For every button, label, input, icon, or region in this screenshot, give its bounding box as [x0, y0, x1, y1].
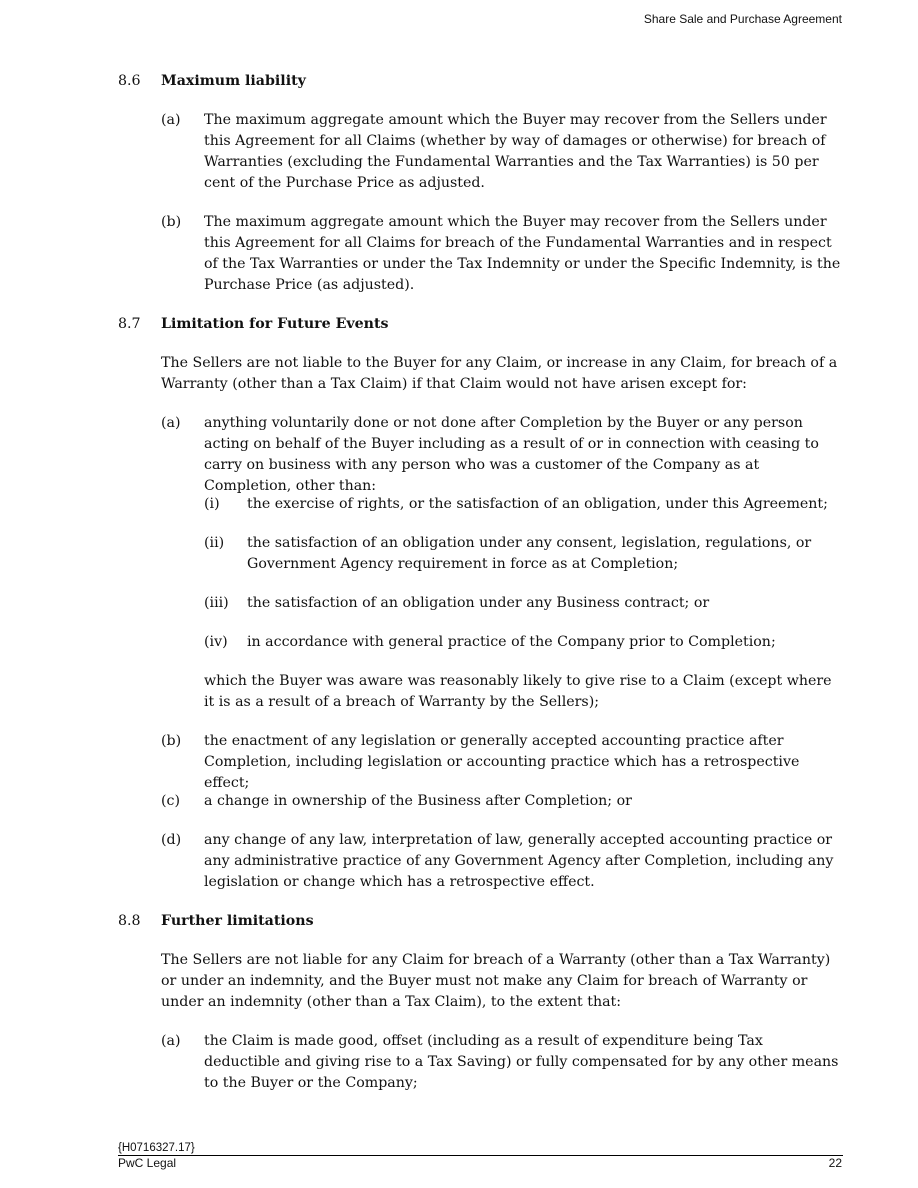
- firm-name: PwC Legal: [118, 1156, 177, 1170]
- subitem-text: the satisfaction of an obligation under any consent, legislation, regulations, or Government Agency requirement in force as at Completion;: [247, 535, 812, 572]
- item-text: any change of any law, interpretation of law, generally accepted accounting practice or any administrative practice of any Government Agency after Completion, including any legislation or change which has a retrospective effect.: [204, 832, 834, 890]
- clause-8-6-a: [161, 110, 843, 194]
- subitem-label: (ii): [204, 535, 225, 551]
- clause-8-7-a-iii: [204, 593, 843, 614]
- clause-number: 8.6: [118, 73, 141, 89]
- clause-8-7-a: [161, 413, 843, 497]
- item-text: a change in ownership of the Business after Completion; or: [204, 793, 632, 809]
- clause-8-7-b: [161, 731, 843, 794]
- item-text: The maximum aggregate amount which the Buyer may recover from the Sellers under this Agreement for all Claims for breach of the Fundamental Warranties and in respect of the Tax Warranties or under the Tax Indemnity or under the Specific Indemnity, is the Purchase Price (as adjusted).: [204, 214, 841, 293]
- clause-heading-8-7: [118, 314, 389, 335]
- item-label: (b): [161, 733, 182, 749]
- clause-title: Maximum liability: [161, 73, 306, 89]
- item-text: anything voluntarily done or not done after Completion by the Buyer or any person acting on behalf of the Buyer including as a result of or in connection with ceasing to carry on business with any person who was a customer of the Company as at Completion, other than:: [204, 415, 819, 494]
- item-label: (a): [161, 1033, 181, 1049]
- item-label: (b): [161, 214, 182, 230]
- item-label: (a): [161, 415, 181, 431]
- clause-8-7-a-iv: [204, 632, 843, 653]
- item-label: (d): [161, 832, 182, 848]
- item-text: the Claim is made good, offset (including as a result of expenditure being Tax deductible and giving rise to a Tax Saving) or fully compensated for by any other means to the Buyer or the Company;: [204, 1033, 839, 1091]
- item-label: (a): [161, 112, 181, 128]
- clause-number: 8.8: [118, 913, 141, 929]
- subitem-text: the satisfaction of an obligation under any Business contract; or: [247, 595, 710, 611]
- clause-title: Further limitations: [161, 913, 314, 929]
- subitem-text: the exercise of rights, or the satisfaction of an obligation, under this Agreement;: [247, 496, 828, 512]
- clause-8-8-a: [161, 1031, 843, 1094]
- clause-8-7-intro: The Sellers are not liable to the Buyer for any Claim, or increase in any Claim, for breach of a Warranty (other than a Tax Claim) if that Claim would not have arisen except for:: [161, 355, 838, 392]
- subitem-label: (i): [204, 496, 220, 512]
- item-text: The maximum aggregate amount which the Buyer may recover from the Sellers under this Agreement for all Claims (whether by way of damages or otherwise) for breach of Warranties (excluding the Fundamental Warranties and the Tax Warranties) is 50 per cent of the Purchase Price as adjusted.: [204, 112, 827, 191]
- clause-8-7-a-ii: [204, 533, 843, 575]
- document-reference: {H0716327.17}: [118, 1142, 195, 1154]
- subitem-text: in accordance with general practice of the Company prior to Completion;: [247, 634, 776, 650]
- clause-8-7-a-i: [204, 494, 843, 515]
- clause-number: 8.7: [118, 316, 141, 332]
- page-number: 22: [828, 1156, 842, 1170]
- clause-heading-8-6: [118, 71, 306, 92]
- clause-title: Limitation for Future Events: [161, 316, 389, 332]
- item-text: the enactment of any legislation or generally accepted accounting practice after Completion, including legislation or accounting practice which has a retrospective effect;: [204, 733, 800, 791]
- subitem-label: (iv): [204, 634, 228, 650]
- clause-8-6-b: [161, 212, 843, 296]
- footer-divider: [118, 1155, 843, 1156]
- clause-8-7-a-tail: which the Buyer was aware was reasonably likely to give rise to a Claim (except where it is as a result of a breach of Warranty by the Sellers);: [204, 673, 832, 710]
- clause-8-8-intro: The Sellers are not liable for any Claim for breach of a Warranty (other than a Tax Warranty) or under an indemnity, and the Buyer must not make any Claim for breach of Warranty or under an indemnity (other than a Tax Claim), to the extent that:: [161, 952, 831, 1010]
- subitem-label: (iii): [204, 595, 229, 611]
- clause-8-7-d: [161, 830, 843, 893]
- clause-heading-8-8: [118, 911, 314, 932]
- running-header: Share Sale and Purchase Agreement: [643, 12, 842, 26]
- item-label: (c): [161, 793, 181, 809]
- clause-8-7-c: [161, 791, 843, 812]
